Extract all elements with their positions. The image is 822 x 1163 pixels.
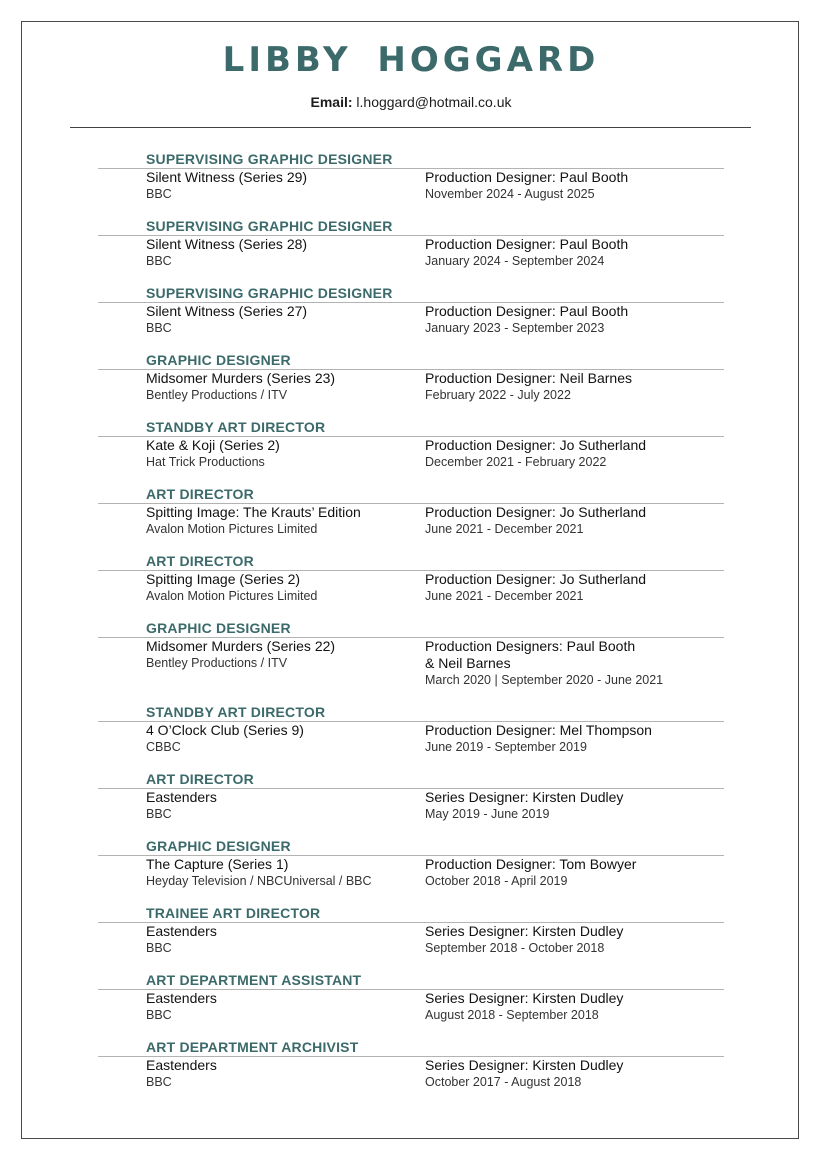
production-company: CBBC xyxy=(146,740,181,754)
production-company: BBC xyxy=(146,1075,172,1089)
employment-dates: September 2018 - October 2018 xyxy=(425,941,605,955)
job-role: SUPERVISING GRAPHIC DESIGNER xyxy=(146,151,393,167)
job-role: GRAPHIC DESIGNER xyxy=(146,352,291,368)
designer-info xyxy=(425,923,724,957)
entry-details xyxy=(98,722,724,756)
production-info xyxy=(146,571,425,605)
job-role: ART DEPARTMENT ARCHIVIST xyxy=(146,1039,359,1055)
designer-info xyxy=(425,571,724,605)
production-company: BBC xyxy=(146,321,172,335)
job-role: ART DIRECTOR xyxy=(146,553,254,569)
employment-dates: January 2023 - September 2023 xyxy=(425,321,605,335)
job-role: ART DEPARTMENT ASSISTANT xyxy=(146,972,362,988)
experience-list xyxy=(98,151,724,1106)
production-info xyxy=(146,923,425,957)
production-company: BBC xyxy=(146,941,172,955)
designer-credit: Production Designer: Jo Sutherland xyxy=(425,437,647,453)
employment-dates: December 2021 - February 2022 xyxy=(425,455,607,469)
experience-entry xyxy=(98,218,724,270)
production-info xyxy=(146,638,425,689)
designer-credit: Production Designers: Paul Booth xyxy=(425,638,636,654)
production-company: Bentley Productions / ITV xyxy=(146,388,288,402)
entry-details xyxy=(98,789,724,823)
production-info xyxy=(146,1057,425,1091)
designer-info xyxy=(425,169,724,203)
show-title: Eastenders xyxy=(146,990,217,1006)
show-title: Spitting Image: The Krauts’ Edition xyxy=(146,504,361,520)
job-role: ART DIRECTOR xyxy=(146,771,254,787)
employment-dates: March 2020 | September 2020 - June 2021 xyxy=(425,673,664,687)
experience-entry xyxy=(98,838,724,890)
entry-details xyxy=(98,303,724,337)
designer-credit: Production Designer: Jo Sutherland xyxy=(425,504,647,520)
production-company: BBC xyxy=(146,807,172,821)
designer-info xyxy=(425,722,724,756)
production-company: Avalon Motion Pictures Limited xyxy=(146,522,318,536)
production-info xyxy=(146,504,425,538)
experience-entry xyxy=(98,553,724,605)
production-company: BBC xyxy=(146,254,172,268)
production-company: Hat Trick Productions xyxy=(146,455,265,469)
experience-entry xyxy=(98,486,724,538)
designer-credit: Production Designer: Tom Bowyer xyxy=(425,856,637,872)
production-info xyxy=(146,370,425,404)
employment-dates: June 2021 - December 2021 xyxy=(425,589,584,603)
designer-credit: Series Designer: Kirsten Dudley xyxy=(425,990,624,1006)
job-role: ART DIRECTOR xyxy=(146,486,254,502)
entry-details xyxy=(98,169,724,203)
show-title: Spitting Image (Series 2) xyxy=(146,571,301,587)
show-title: 4 O’Clock Club (Series 9) xyxy=(146,722,304,738)
show-title: Kate & Koji (Series 2) xyxy=(146,437,280,453)
header-divider xyxy=(70,127,751,128)
production-info xyxy=(146,236,425,270)
designer-credit: Production Designer: Paul Booth xyxy=(425,169,629,185)
experience-entry xyxy=(98,1039,724,1091)
show-title: Silent Witness (Series 27) xyxy=(146,303,308,319)
experience-entry xyxy=(98,151,724,203)
entry-details xyxy=(98,504,724,538)
production-info xyxy=(146,722,425,756)
experience-entry xyxy=(98,771,724,823)
production-company: BBC xyxy=(146,1008,172,1022)
designer-info xyxy=(425,789,724,823)
experience-entry xyxy=(98,285,724,337)
entry-details xyxy=(98,571,724,605)
show-title: Eastenders xyxy=(146,1057,217,1073)
entry-details xyxy=(98,236,724,270)
entry-details xyxy=(98,638,724,689)
designer-credit: Series Designer: Kirsten Dudley xyxy=(425,1057,624,1073)
experience-entry xyxy=(98,972,724,1024)
employment-dates: October 2018 - April 2019 xyxy=(425,874,568,888)
employment-dates: August 2018 - September 2018 xyxy=(425,1008,599,1022)
production-info xyxy=(146,789,425,823)
production-info xyxy=(146,169,425,203)
production-company: Avalon Motion Pictures Limited xyxy=(146,589,318,603)
designer-credit: Production Designer: Paul Booth xyxy=(425,236,629,252)
job-role: GRAPHIC DESIGNER xyxy=(146,838,291,854)
email-label: Email: xyxy=(310,94,353,110)
designer-info xyxy=(425,504,724,538)
entry-details xyxy=(98,1057,724,1091)
show-title: Eastenders xyxy=(146,923,217,939)
designer-info xyxy=(425,856,724,890)
designer-info xyxy=(425,638,724,689)
show-title: Eastenders xyxy=(146,789,217,805)
designer-credit: Production Designer: Jo Sutherland xyxy=(425,571,647,587)
employment-dates: May 2019 - June 2019 xyxy=(425,807,550,821)
employment-dates: June 2019 - September 2019 xyxy=(425,740,587,754)
email-line xyxy=(0,94,822,110)
show-title: Silent Witness (Series 29) xyxy=(146,169,308,185)
entry-details xyxy=(98,856,724,890)
designer-credit: Series Designer: Kirsten Dudley xyxy=(425,789,624,805)
production-info xyxy=(146,303,425,337)
entry-details xyxy=(98,437,724,471)
experience-entry xyxy=(98,620,724,689)
designer-info xyxy=(425,370,724,404)
production-company: Bentley Productions / ITV xyxy=(146,656,288,670)
designer-credit: Production Designer: Mel Thompson xyxy=(425,722,652,738)
production-info xyxy=(146,990,425,1024)
designer-credit: Production Designer: Neil Barnes xyxy=(425,370,632,386)
show-title: Midsomer Murders (Series 22) xyxy=(146,638,336,654)
show-title: Silent Witness (Series 28) xyxy=(146,236,308,252)
employment-dates: November 2024 - August 2025 xyxy=(425,187,595,201)
job-role: TRAINEE ART DIRECTOR xyxy=(146,905,321,921)
job-role: GRAPHIC DESIGNER xyxy=(146,620,291,636)
production-company: Heyday Television / NBCUniversal / BBC xyxy=(146,874,372,888)
employment-dates: January 2024 - September 2024 xyxy=(425,254,605,268)
show-title: The Capture (Series 1) xyxy=(146,856,289,872)
entry-details xyxy=(98,370,724,404)
designer-credit: Series Designer: Kirsten Dudley xyxy=(425,923,624,939)
experience-entry xyxy=(98,905,724,957)
show-title: Midsomer Murders (Series 23) xyxy=(146,370,336,386)
designer-info xyxy=(425,437,724,471)
email-address[interactable]: l.hoggard@hotmail.co.uk xyxy=(356,94,512,110)
experience-entry xyxy=(98,352,724,404)
job-role: SUPERVISING GRAPHIC DESIGNER xyxy=(146,285,393,301)
designer-info xyxy=(425,1057,724,1091)
designer-credit-continued: & Neil Barnes xyxy=(425,655,511,671)
employment-dates: June 2021 - December 2021 xyxy=(425,522,584,536)
employment-dates: October 2017 - August 2018 xyxy=(425,1075,582,1089)
employment-dates: February 2022 - July 2022 xyxy=(425,388,571,402)
designer-info xyxy=(425,990,724,1024)
production-info xyxy=(146,437,425,471)
job-role: STANDBY ART DIRECTOR xyxy=(146,419,326,435)
job-role: STANDBY ART DIRECTOR xyxy=(146,704,326,720)
production-company: BBC xyxy=(146,187,172,201)
job-role: SUPERVISING GRAPHIC DESIGNER xyxy=(146,218,393,234)
candidate-name: LIBBY HOGGARD xyxy=(222,40,600,80)
designer-info xyxy=(425,236,724,270)
entry-details xyxy=(98,923,724,957)
experience-entry xyxy=(98,704,724,756)
designer-credit: Production Designer: Paul Booth xyxy=(425,303,629,319)
designer-info xyxy=(425,303,724,337)
production-info xyxy=(146,856,425,890)
experience-entry xyxy=(98,419,724,471)
entry-details xyxy=(98,990,724,1024)
